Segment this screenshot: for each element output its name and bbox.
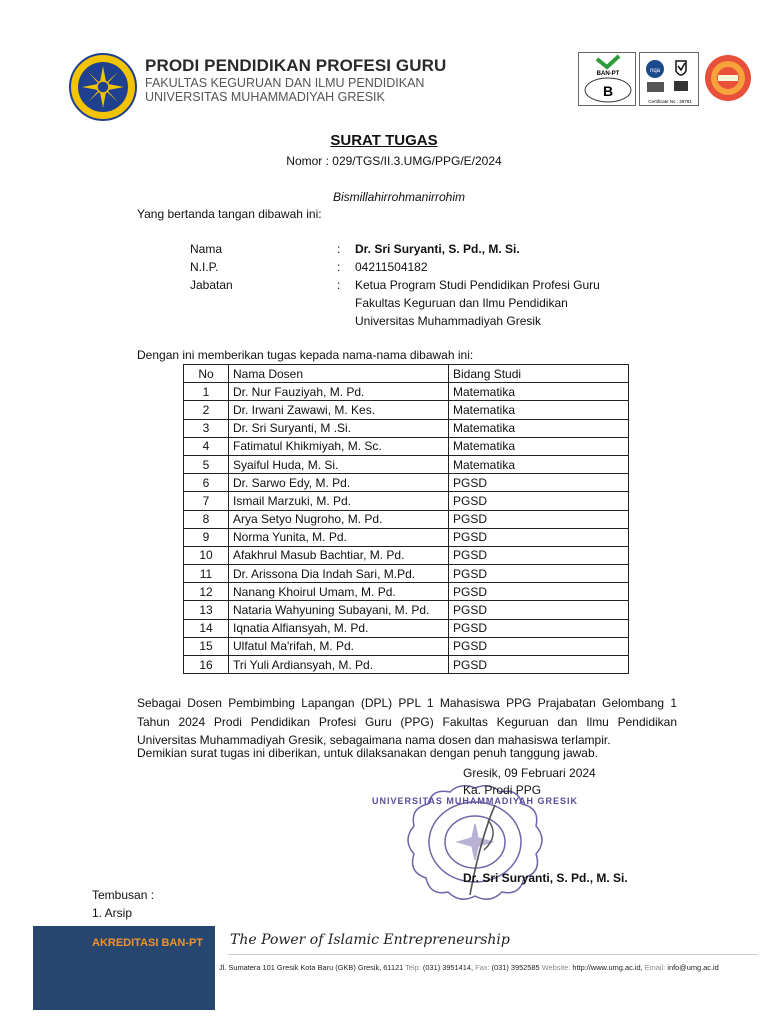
signer-position-line: Universitas Muhammadiyah Gresik (355, 314, 542, 328)
header-no: No (184, 365, 229, 383)
address-text: Jl. Sumatera 101 Gresik Kota Baru (GKB) Gresik, 61121 (219, 963, 404, 972)
signer-name-value: Dr. Sri Suryanti, S. Pd., M. Si. (355, 242, 520, 256)
colon: : (337, 260, 341, 274)
study-field: PGSD (449, 565, 629, 583)
table-row (184, 437, 629, 455)
study-field: PGSD (449, 528, 629, 546)
lecturer-name: Dr. Nur Fauziyah, M. Pd. (229, 383, 449, 401)
lecturer-name: Ulfatul Ma'rifah, M. Pd. (229, 637, 449, 655)
banpt-accreditation-badge (578, 52, 636, 106)
row-number: 10 (184, 546, 229, 564)
cc-title: Tembusan : (92, 888, 155, 902)
lecturer-name: Ismail Marzuki, M. Pd. (229, 492, 449, 510)
row-number: 12 (184, 583, 229, 601)
lecturer-name: Fatimatul Khikmiyah, M. Sc. (229, 437, 449, 455)
lecturer-name: Iqnatia Alfiansyah, M. Pd. (229, 619, 449, 637)
colon: : (337, 278, 341, 292)
faculty-name: FAKULTAS KEGURUAN DAN ILMU PENDIDIKAN (145, 76, 425, 90)
closing-statement: Demikian surat tugas ini diberikan, untuk dilaksanakan dengan penuh tanggung jawab. (137, 746, 598, 760)
program-name: PRODI PENDIDIKAN PROFESI GURU (145, 56, 447, 75)
fax-value: (031) 3952585 (491, 963, 540, 972)
table-row (184, 455, 629, 473)
table-row (184, 565, 629, 583)
table-row (184, 546, 629, 564)
email-label: Email: (644, 963, 666, 972)
study-field: Matematika (449, 419, 629, 437)
svg-text:nqa: nqa (649, 68, 661, 74)
table-row (184, 583, 629, 601)
lecturer-name: Syaiful Huda, M. Si. (229, 455, 449, 473)
table-row (184, 401, 629, 419)
row-number: 2 (184, 401, 229, 419)
telp-label: Telp: (405, 963, 421, 972)
row-number: 1 (184, 383, 229, 401)
study-field: PGSD (449, 656, 629, 674)
study-field: PGSD (449, 492, 629, 510)
row-number: 11 (184, 565, 229, 583)
letterhead (145, 56, 446, 104)
table-row (184, 619, 629, 637)
website-link[interactable]: http://www.umg.ac.id, (572, 963, 643, 972)
lecturer-name: Norma Yunita, M. Pd. (229, 528, 449, 546)
table-row (184, 656, 629, 674)
lecturer-table (183, 364, 629, 674)
stamp-text: UNIVERSITAS MUHAMMADIYAH GRESIK (371, 796, 579, 806)
table-row (184, 492, 629, 510)
lecturer-name: Tri Yuli Ardiansyah, M. Pd. (229, 656, 449, 674)
lecturer-name: Dr. Sarwo Edy, M. Pd. (229, 474, 449, 492)
header-name: Nama Dosen (229, 365, 449, 383)
university-name: UNIVERSITAS MUHAMMADIYAH GRESIK (145, 90, 385, 104)
lecturer-name: Nataria Wahyuning Subayani, M. Pd. (229, 601, 449, 619)
fax-label: Fax: (475, 963, 490, 972)
label-name: Nama (190, 242, 223, 256)
telp-value: (031) 3951414, (422, 963, 474, 972)
row-number: 9 (184, 528, 229, 546)
footer-divider (228, 954, 758, 955)
lecturer-name: Arya Setyo Nugroho, M. Pd. (229, 510, 449, 528)
study-field: PGSD (449, 619, 629, 637)
accreditation-label: AKREDITASI BAN-PT (92, 937, 204, 949)
header-field: Bidang Studi (449, 365, 629, 383)
row-number: 8 (184, 510, 229, 528)
certificate-number: Certificate No : 49781 (648, 99, 692, 104)
signer-position-line: Ketua Program Studi Pendidikan Profesi Guru (355, 278, 600, 292)
table-row (184, 383, 629, 401)
intro-text: Yang bertanda tangan dibawah ini: (137, 207, 322, 221)
study-field: PGSD (449, 583, 629, 601)
row-number: 14 (184, 619, 229, 637)
study-field: Matematika (449, 383, 629, 401)
lecturer-name: Afakhrul Masub Bachtiar, M. Pd. (229, 546, 449, 564)
row-number: 16 (184, 656, 229, 674)
iso-certification-badge (639, 52, 699, 106)
cc-item: 1. Arsip (92, 906, 133, 920)
tagline: The Power of Islamic Entrepreneurship (230, 932, 510, 948)
quality-seal-icon (702, 52, 754, 106)
study-field: PGSD (449, 546, 629, 564)
row-number: 15 (184, 637, 229, 655)
table-row (184, 510, 629, 528)
study-field: Matematika (449, 437, 629, 455)
study-field: PGSD (449, 637, 629, 655)
signature-name: Dr. Sri Suryanti, S. Pd., M. Si. (463, 871, 628, 885)
lecturer-name: Dr. Arissona Dia Indah Sari, M.Pd. (229, 565, 449, 583)
closing-paragraph: Sebagai Dosen Pembimbing Lapangan (DPL) PPL 1 Mahasiswa PPG Prajabatan Gelombang 1 Tahun 2024 Prodi Pendidikan Profesi Guru (PPG) Fakultas Keguruan dan Ilmu Pendidikan Universitas Muhammadiyah Gresik, sebagaimana nama dosen dan mahasiswa terlampir. (137, 696, 677, 747)
banpt-label: BAN-PT (596, 71, 620, 77)
study-field: Matematika (449, 401, 629, 419)
study-field: PGSD (449, 474, 629, 492)
study-field: PGSD (449, 510, 629, 528)
lecturer-name: Nanang Khoirul Umam, M. Pd. (229, 583, 449, 601)
signer-position-line: Fakultas Keguruan dan Ilmu Pendidikan (355, 296, 568, 310)
row-number: 6 (184, 474, 229, 492)
signer-title: Ka. Prodi PPG (463, 783, 542, 797)
document-title: SURAT TUGAS (330, 132, 438, 149)
email-link[interactable]: info@umg.ac.id (667, 963, 719, 972)
lecturer-name: Dr. Irwani Zawawi, M. Kes. (229, 401, 449, 419)
row-number: 3 (184, 419, 229, 437)
signer-nip-value: 04211504182 (355, 260, 428, 274)
assignment-intro: Dengan ini memberikan tugas kepada nama-nama dibawah ini: (137, 348, 474, 362)
bismillah: Bismillahirrohmanirrohim (332, 190, 466, 204)
colon: : (337, 242, 341, 256)
row-number: 5 (184, 455, 229, 473)
document-number: Nomor : 029/TGS/II.3.UMG/PPG/E/2024 (286, 154, 502, 168)
table-header-row (184, 365, 629, 383)
table-row (184, 474, 629, 492)
banpt-grade: B (602, 83, 614, 99)
table-row (184, 637, 629, 655)
lecturer-name: Dr. Sri Suryanti, M .Si. (229, 419, 449, 437)
official-stamp (371, 780, 579, 905)
table-row (184, 601, 629, 619)
place-date: Gresik, 09 Februari 2024 (463, 766, 596, 780)
table-row (184, 419, 629, 437)
study-field: PGSD (449, 601, 629, 619)
university-logo (68, 52, 138, 122)
table-row (184, 528, 629, 546)
contact-address (219, 963, 719, 972)
label-position: Jabatan (190, 278, 233, 292)
row-number: 4 (184, 437, 229, 455)
study-field: Matematika (449, 455, 629, 473)
row-number: 13 (184, 601, 229, 619)
certification-logos (578, 52, 760, 108)
row-number: 7 (184, 492, 229, 510)
label-nip: N.I.P. (190, 260, 219, 274)
website-label: Website: (541, 963, 571, 972)
